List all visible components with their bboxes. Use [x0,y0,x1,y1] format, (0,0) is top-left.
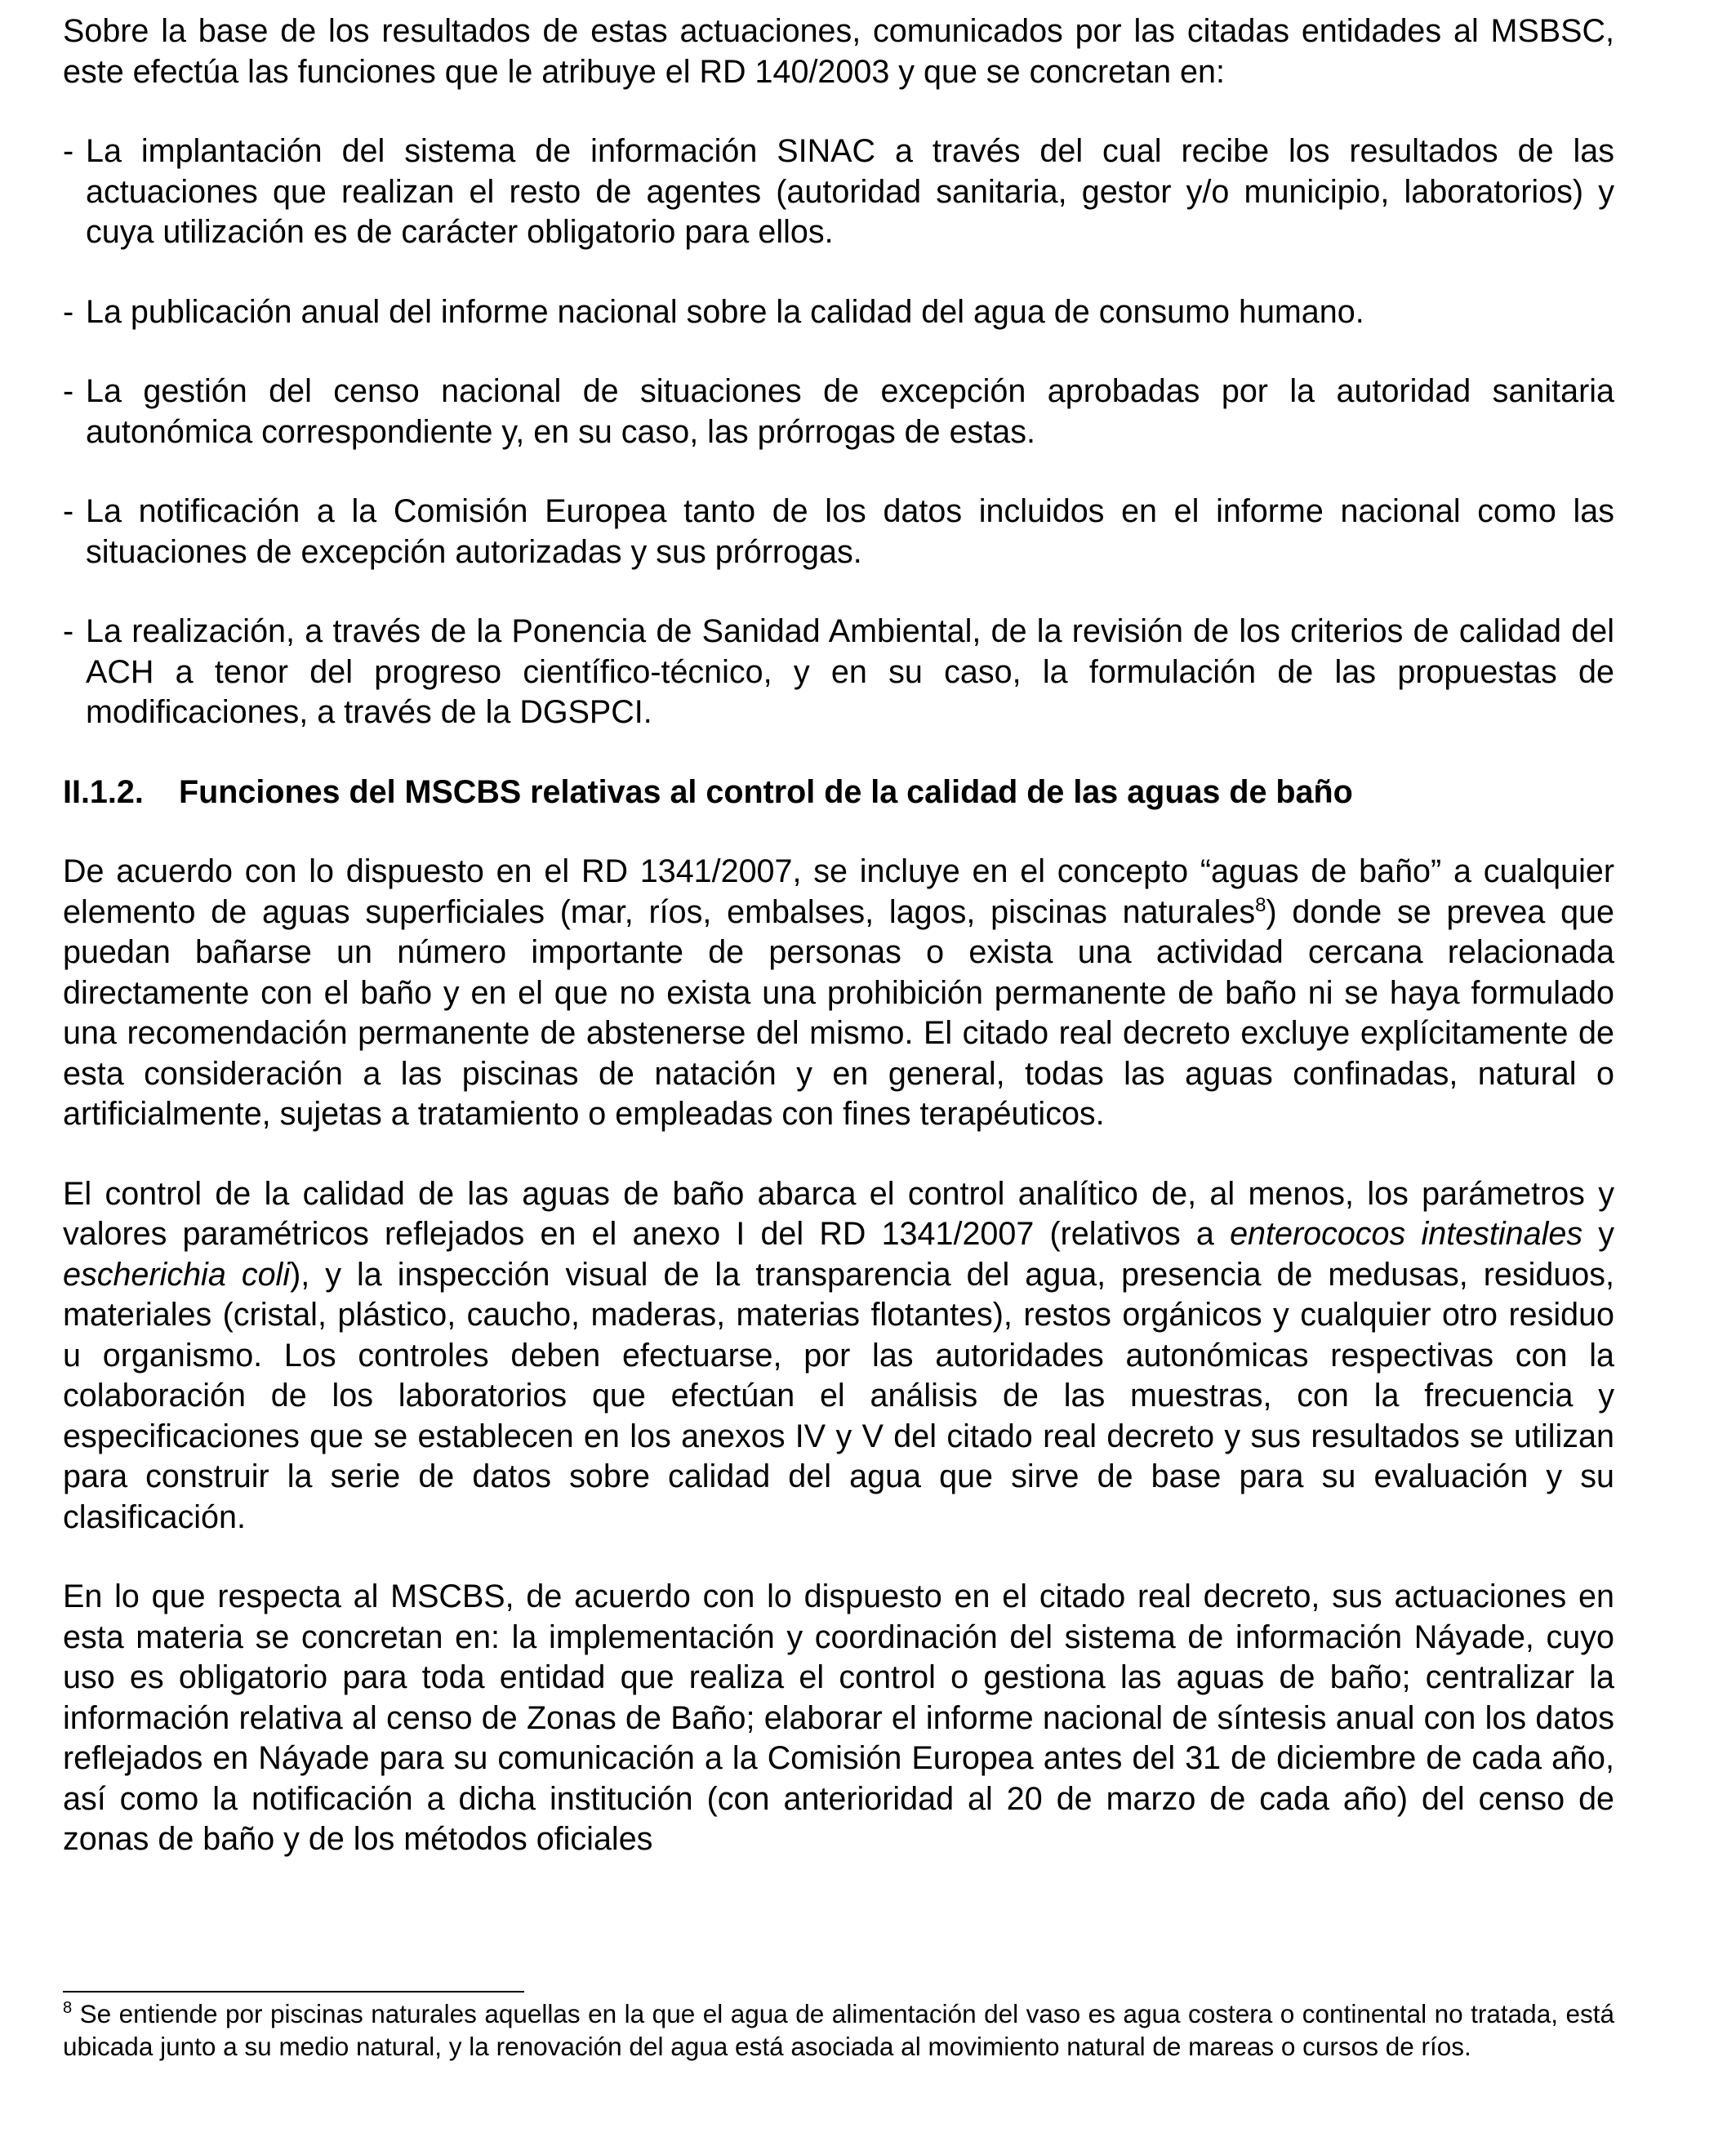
document-page [63,11,1614,1860]
list-dash: - [63,293,74,330]
list-item [63,131,1614,253]
paragraph-text: ), y la inspección visual de la transparencia del agua, presencia de medusas, residuos, materiales (cristal, plástico, caucho, maderas, materias flotantes), restos orgánicos y cualquier otro residuo u organismo. Los controles deben efectuarse, por las autoridades autonómicas respectivas con la colaboración de los laboratorios que efectúan el análisis de las muestras, con la frecuencia y especificaciones que se establecen en los anexos IV y V del citado real decreto y sus resultados se utilizan para construir la serie de datos sobre calidad del agua que sirve de base para su evaluación y su clasificación. [63,1256,1614,1535]
list-item [63,492,1614,572]
paragraph-text: y [1582,1216,1615,1252]
italic-term: enterococos intestinales [1230,1216,1583,1252]
list-item-text: La notificación a la Comisión Europea tanto de los datos incluidos en el informe nacional como las situaciones de excepción autorizadas y sus prórrogas. [86,493,1614,570]
footnote-text: Se entiende por piscinas naturales aquellas en la que el agua de alimentación del vaso es agua costera o continental no tratada, está ubicada junto a su medio natural, y la renovación del agua está asociada al movimiento natural de mareas o cursos de ríos. [63,1999,1614,2061]
list-item-text: La gestión del censo nacional de situaciones de excepción aprobadas por la autoridad sanitaria autonómica correspondiente y, en su caso, las prórrogas de estas. [86,373,1614,450]
paragraph-text: De acuerdo con lo dispuesto en el RD 1341/2007, se incluye en el concepto “aguas de baño” a cualquier elemento de aguas superficiales (mar, ríos, embalses, lagos, piscinas naturales [63,853,1614,930]
list-item [63,612,1614,733]
paragraph-mscbs-actuaciones: En lo que respecta al MSCBS, de acuerdo con lo dispuesto en el citado real decreto, sus actuaciones en esta materia se concretan en: la implementación y coordinación del sistema de información Náyade, cuyo uso es obligatorio para toda entidad que realiza el control o gestiona las aguas de baño; centralizar la información relativa al censo de Zonas de Baño; elaborar el informe nacional de síntesis anual con los datos reflejados en Náyade para su comunicación a la Comisión Europea antes del 31 de diciembre de cada año, así como la notificación a dicha institución (con anterioridad al 20 de marzo de cada año) del censo de zonas de baño y de los métodos oficiales [63,1578,1614,1857]
paragraph-control-calidad [63,1174,1614,1538]
paragraph-text: El control de la calidad de las aguas de baño abarca el control analítico de, al menos, los parámetros y valores paramétricos reflejados en el anexo I del RD 1341/2007 (relativos a [63,1175,1614,1252]
list-dash: - [63,133,74,169]
list-item-text: La implantación del sistema de información SINAC a través del cual recibe los resultados de las actuaciones que realizan el resto de agentes (autoridad sanitaria, gestor y/o municipio, laboratorios) y cuya utilización es de carácter obligatorio para ellos. [86,133,1614,250]
paragraph-aguas-de-bano-definition [63,852,1614,1135]
list-item-text: La publicación anual del informe nacional sobre la calidad del agua de consumo humano. [86,293,1364,330]
footnote-reference[interactable]: 8 [1255,893,1266,916]
section-heading [63,773,1614,813]
list-dash: - [63,373,74,409]
list-item-text: La realización, a través de la Ponencia de Sanidad Ambiental, de la revisión de los criterios de calidad del ACH a tenor del progreso científico-técnico, y en su caso, la formulación de las propuestas de modificaciones, a través de la DGSPCI. [86,613,1614,730]
list-dash: - [63,493,74,529]
list-dash: - [63,613,74,649]
intro-paragraph: Sobre la base de los resultados de estas actuaciones, comunicados por las citadas entidades al MSBSC, este efectúa las funciones que le atribuye el RD 140/2003 y que se concretan en: [63,13,1614,90]
list-item [63,372,1614,452]
footnote-number: 8 [63,1999,73,2017]
section-number: II.1.2. [63,773,144,810]
footnote-separator [63,1991,524,1992]
list-item [63,292,1614,333]
footnote [63,1997,1614,2063]
italic-term: escherichia coli [63,1256,291,1293]
paragraph-text: ) donde se prevea que puedan bañarse un número importante de personas o exista una actividad cercana relacionada directamente con el baño y en el que no exista una prohibición permanente de baño ni se haya formulado una recomendación permanente de abstenerse del mismo. El citado real decreto excluye explícitamente de esta consideración a las piscinas de natación y en general, todas las aguas confinadas, natural o artificialmente, sujetas a tratamiento o empleadas con fines terapéuticos. [63,893,1614,1132]
section-title: Funciones del MSCBS relativas al control de la calidad de las aguas de baño [179,773,1353,810]
